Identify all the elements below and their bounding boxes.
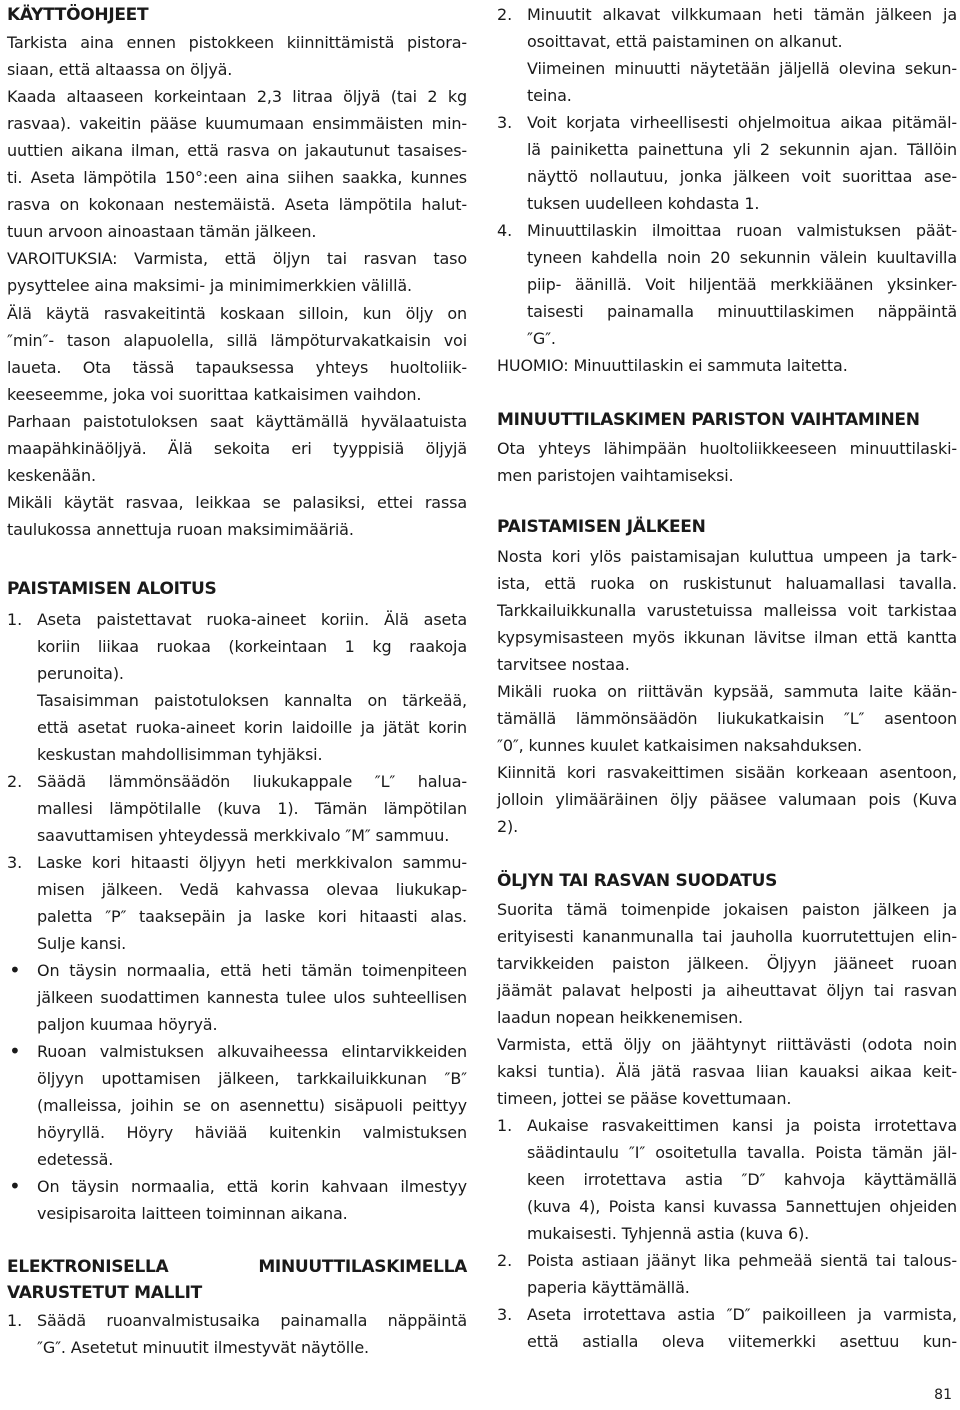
heading-paistamisen-aloitus: PAISTAMISEN ALOITUS (7, 579, 217, 599)
list-item-line: Voit korjata virheellisesti ohjelmoitua aikaa pitämäl- (527, 113, 957, 132)
list-number: 1. (497, 1116, 513, 1135)
list-item-line: säädintaulu ″I″ osoitetulla tavalla. Poista tämän jäl- (527, 1143, 957, 1162)
list-item-line: että astialla oleva viitemerkki asettuu kun- (527, 1332, 957, 1351)
paragraph-line: Kaada altaaseen korkeintaan 2,3 litraa öljyä (tai 2 kg (7, 87, 467, 106)
paragraph-line: tarvikkeiden paiston jälkeen. Öljyyn jääneet ruoan (497, 954, 957, 973)
list-item-line: Aseta irrotettava astia ″D″ paikoilleen ja varmista, (527, 1305, 957, 1324)
heading-kayttoohjeet: KÄYTTÖOHJEET (7, 5, 149, 25)
list-item-line: Poista astiaan jäänyt lika pehmeää sientä tai talous- (527, 1251, 957, 1270)
list-item-line: Sulje kansi. (37, 934, 127, 953)
list-number: 1. (7, 1311, 23, 1330)
list-item-line: ″G″. Asetetut minuutit ilmestyvät näytölle. (37, 1338, 369, 1357)
paragraph-line: Mikäli ruoka on riittävän kypsää, sammuta laite kään- (497, 682, 957, 701)
bullet-icon: • (9, 1039, 21, 1063)
list-number: 3. (497, 113, 513, 132)
list-item-line: piip- äänillä. Voit hiljentää merkkiäänen yksinker- (527, 275, 957, 294)
paragraph-line: laueta. Ota tässä tapauksessa yhteys huoltoliik- (7, 358, 467, 377)
heading-paistamisen-jalkeen: PAISTAMISEN JÄLKEEN (497, 517, 706, 537)
bullet-item-line: edetessä. (37, 1150, 114, 1169)
bullet-icon: • (9, 958, 21, 982)
list-number: 2. (7, 772, 23, 791)
list-item-line: paletta ″P″ taaksepäin ja laske kori hitaasti alas. (37, 907, 467, 926)
paragraph-line: tuun arvoon ainoastaan tämän jälkeen. (7, 222, 317, 241)
paragraph-line: ti. Aseta lämpötila 150°:een aina siihen saakka, kunnes (7, 168, 467, 187)
bullet-item-line: paljon kuumaa höyryä. (37, 1015, 218, 1034)
list-item-line: misen jälkeen. Vedä kahvassa olevaa liukukap- (37, 880, 467, 899)
paragraph-line: timeen, jottei se pääse kovettumaan. (497, 1089, 792, 1108)
heading-elektroninen: ELEKTRONISELLA MINUUTTILASKIMELLA (7, 1257, 467, 1277)
bullet-item-line: On täysin normaalia, että korin kahvaan ilmestyy (37, 1177, 467, 1196)
paragraph-line: siaan, että altaassa on öljyä. (7, 60, 233, 79)
bullet-item-line: jälkeen suodattimen kannesta tulee ulos suhteellisen (37, 988, 467, 1007)
paragraph-line: uuttien aikana ilman, että rasva on jakautunut tasaises- (7, 141, 467, 160)
paragraph-line: pysyttelee aina maksimi- ja minimimerkkien välillä. (7, 276, 412, 295)
list-item-line: teina. (527, 86, 572, 105)
paragraph-line: rasvaa). vakeitin pääse kuumumaan ensimmäisten min- (7, 114, 467, 133)
paragraph-line: tämällä lämmönsäädön liukukatkaisin ″L″ asentoon (497, 709, 957, 728)
list-item-line: Säädä ruoanvalmistusaika painamalla näppäintä (37, 1311, 467, 1330)
paragraph-line: men paristojen vaihtamiseksi. (497, 466, 734, 485)
bullet-item-line: (malleissa, joihin se on asennettu) sisäpuoli peittyy (37, 1096, 467, 1115)
paragraph-line: kypsymisasteen myös ikkunan lävitse ilman että kantta (497, 628, 957, 647)
paragraph-line: keskenään. (7, 466, 96, 485)
list-item-line: (kuva 4), Poista kansi kuvassa 5annettujen ohjeiden (527, 1197, 957, 1216)
paragraph-line: Kiinnitä kori rasvakeittimen sisään korkeaan asentoon, (497, 763, 957, 782)
paragraph-line: rasva on kokonaan nestemäistä. Aseta lämpötila halut- (7, 195, 467, 214)
paragraph-line: jäämät palavat helposti ja aiheuttavat öljyn tai rasvan (497, 981, 957, 1000)
bullet-icon: • (9, 1174, 21, 1198)
list-item-line: koriin liikaa ruokaa (korkeintaan 1 kg raakoja (37, 637, 467, 656)
list-item-line: ″G″. (527, 329, 556, 348)
huomio-note: HUOMIO: Minuuttilaskin ei sammuta laitetta. (497, 356, 848, 375)
list-item-line: keen irrotettava astia ″D″ kahvoja käyttämällä (527, 1170, 957, 1189)
list-item-line: Laske kori hitaasti öljyyn heti merkkivalon sammu- (37, 853, 467, 872)
list-item-line: tyneen kahdella noin 20 sekunnin välein kuultavilla (527, 248, 957, 267)
paragraph-line: Parhaan paistotuloksen saat käyttämällä hyvälaatuista (7, 412, 467, 431)
paragraph-line: ″min″- tason alapuolella, sillä lämpöturvakatkaisin voi (7, 331, 467, 350)
page-number: 81 (934, 1387, 952, 1403)
paragraph-line: Tarkista aina ennen pistokkeen kiinnittämistä pistora- (7, 33, 467, 52)
list-item-line: mukaisesti. Tyhjennä astia (kuva 6). (527, 1224, 810, 1243)
paragraph-line: VAROITUKSIA: Varmista, että öljyn tai rasvan taso (7, 249, 467, 268)
list-item-line: mallesi lämpötilalle (kuva 1). Tämän lämpötilan (37, 799, 467, 818)
list-number: 1. (7, 610, 23, 629)
heading-elektroninen-line2: VARUSTETUT MALLIT (7, 1283, 202, 1303)
bullet-item-line: vesipisaroita laitteen toiminnan aikana. (37, 1204, 348, 1223)
list-item-line: että asetat ruoka-aineet korin laidoille ja jätät korin (37, 718, 467, 737)
list-item-line: Säädä lämmönsäädön liukukappale ″L″ halua- (37, 772, 467, 791)
list-item-line: taisesti painamalla minuuttilaskimen näppäintä (527, 302, 957, 321)
list-item-line: paperia käyttämällä. (527, 1278, 690, 1297)
paragraph-line: 2). (497, 817, 519, 836)
list-item-line: näyttö nollautuu, jonka jälkeen voit suorittaa ase- (527, 167, 957, 186)
list-item-line: lä painiketta painettuna yli 2 sekunnin ajan. Tällöin (527, 140, 957, 159)
paragraph-line: erityisesti kananmunalla tai jauholla kuorrutettujen elin- (497, 927, 957, 946)
heading-suodatus: ÖLJYN TAI RASVAN SUODATUS (497, 871, 778, 891)
paragraph-line: Älä käytä rasvakeitintä koskaan silloin, kun öljy on (7, 304, 467, 323)
paragraph-line: Mikäli käytät rasvaa, leikkaa se palasiksi, ettei rassa (7, 493, 467, 512)
list-item-line: Minuuttilaskin ilmoittaa ruoan valmistuksen päät- (527, 221, 957, 240)
paragraph-line: Varmista, että öljy on jäähtynyt riittävästi (odota noin (497, 1035, 957, 1054)
paragraph-line: keeseemme, joka voi suorittaa katkaisimen vaihdon. (7, 385, 422, 404)
heading-pariston-vaihtaminen: MINUUTTILASKIMEN PARISTON VAIHTAMINEN (497, 410, 920, 430)
paragraph-line: maapähkinäöljyä. Älä sekoita eri tyyppisiä öljyjä (7, 439, 467, 458)
paragraph-line: ″0″, kunnes kuulet katkaisimen naksahduksen. (497, 736, 863, 755)
list-number: 3. (497, 1305, 513, 1324)
list-item-line: Minuutit alkavat vilkkumaan heti tämän jälkeen ja (527, 5, 957, 24)
paragraph-line: Ota yhteys lähimpään huoltoliikkeeseen minuuttilaski- (497, 439, 957, 458)
list-item-line: tuksen uudelleen kohdasta 1. (527, 194, 760, 213)
list-item-line: osoittavat, että paistaminen on alkanut. (527, 32, 843, 51)
paragraph-line: Nosta kori ylös paistamisajan kuluttua umpeen ja tark- (497, 547, 957, 566)
list-number: 3. (7, 853, 23, 872)
list-item-line: Aseta paistettavat ruoka-aineet koriin. Älä aseta (37, 610, 467, 629)
list-item-line: Aukaise rasvakeittimen kansi ja poista irrotettava (527, 1116, 957, 1135)
bullet-item-line: Ruoan valmistuksen alkuvaiheessa elintarvikkeiden (37, 1042, 467, 1061)
list-item-line: perunoita). (37, 664, 124, 683)
bullet-item-line: öljyyn upottamisen jälkeen, tarkkailuikkunan ″B″ (37, 1069, 467, 1088)
paragraph-line: Suorita tämä toimenpide jokaisen paiston jälkeen ja (497, 900, 957, 919)
paragraph-line: ista, että ruoka on ruskistunut haluamallasi tavalla. (497, 574, 957, 593)
list-number: 2. (497, 1251, 513, 1270)
paragraph-line: jolloin ylimääräinen öljy pääsee valumaan pois (Kuva (497, 790, 957, 809)
list-item-line: Tasaisimman paistotuloksen kannalta on tärkeää, (37, 691, 467, 710)
list-item-line: keskustan mahdollisimman tyhjäksi. (37, 745, 323, 764)
paragraph-line: Tarkkailuikkunalla varustetuissa malleissa voit tarkistaa (497, 601, 957, 620)
list-item-line: Viimeinen minuutti näytetään jäljellä olevina sekun- (527, 59, 957, 78)
paragraph-line: tarvitsee nostaa. (497, 655, 630, 674)
paragraph-line: taulukossa annettuja ruoan maksimimääriä. (7, 520, 354, 539)
bullet-item-line: On täysin normaalia, että heti tämän toimenpiteen (37, 961, 467, 980)
list-number: 4. (497, 221, 513, 240)
paragraph-line: laadun nopean heikkenemisen. (497, 1008, 743, 1027)
bullet-item-line: höyryllä. Höyry häviää kuitenkin valmistuksen (37, 1123, 467, 1142)
list-number: 2. (497, 5, 513, 24)
list-item-line: saavuttamisen yhteydessä merkkivalo ″M″ sammuu. (37, 826, 450, 845)
paragraph-line: kaksi tuntia). Älä jätä rasvaa liian kauaksi aikaa keit- (497, 1062, 957, 1081)
